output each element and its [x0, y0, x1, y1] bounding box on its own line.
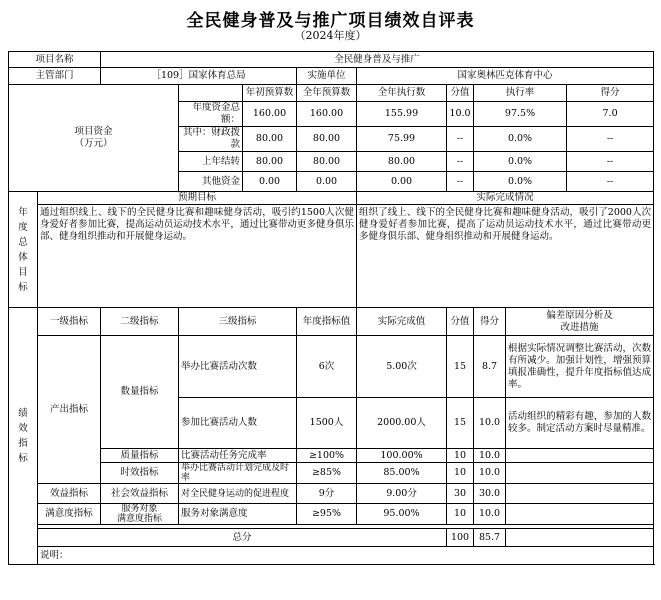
dept-value: ［109］国家体育总局 [101, 68, 297, 85]
indicators-side-label: 绩 效 指 标 [9, 308, 38, 565]
indicator-max: 10 [447, 449, 474, 463]
indicator-row [9, 449, 654, 463]
funds-row-label-blank [179, 85, 243, 102]
funds-cell: 0.0% [474, 152, 567, 172]
indicator-target: ≥85% [297, 463, 357, 484]
department-row [9, 68, 654, 85]
project-name-label: 项目名称 [9, 52, 101, 68]
header-analysis: 偏差原因分析及 改进措施 [506, 308, 654, 336]
funds-row-label: 其中：财政拨款 [179, 127, 243, 152]
total-row [9, 529, 654, 547]
indicator-name: 对全民健身运动的促进程度 [179, 484, 297, 504]
funds-cell: -- [567, 127, 654, 152]
indicator-analysis [506, 463, 654, 484]
indicator-actual: 2000.00人 [357, 398, 447, 449]
funds-cell: 0.00 [357, 172, 447, 192]
funds-cell: 80.00 [297, 127, 357, 152]
funds-cell: 80.00 [243, 152, 297, 172]
header-score: 得分 [474, 308, 506, 336]
quality-label: 质量指标 [101, 449, 179, 463]
indicator-target: 1500人 [297, 398, 357, 449]
funds-cell: -- [567, 152, 654, 172]
goals-side-label: 年 度 总 体 目 标 [9, 192, 38, 308]
impl-label: 实施单位 [297, 68, 357, 85]
funds-header-2: 全年执行数 [357, 85, 447, 102]
funds-header-5: 得分 [567, 85, 654, 102]
funds-cell: 0.00 [297, 172, 357, 192]
indicators-header-row [9, 308, 654, 336]
indicator-score: 30.0 [474, 484, 506, 504]
indicator-analysis: 活动组织的精彩有趣，参加的人数较多。制定活动方案时尽量精准。 [506, 398, 654, 449]
goals-expected-label: 预期目标 [38, 192, 357, 205]
header-actual: 实际完成值 [357, 308, 447, 336]
indicator-score: 10.0 [474, 463, 506, 484]
indicator-target: ≥100% [297, 449, 357, 463]
total-analysis-blank [506, 529, 654, 547]
total-label: 总分 [38, 529, 447, 547]
indicator-max: 10 [447, 504, 474, 525]
dept-label: 主管部门 [9, 68, 101, 85]
indicator-actual: 5.00次 [357, 336, 447, 398]
indicator-max: 10 [447, 463, 474, 484]
funds-header-0: 年初预算数 [243, 85, 297, 102]
funds-cell: 0.0% [474, 127, 567, 152]
benefit-label: 效益指标 [38, 484, 101, 504]
funds-cell: -- [567, 172, 654, 192]
funds-label: 项目资金 （万元） [9, 85, 179, 192]
funds-cell: 0.00 [243, 172, 297, 192]
indicator-target: ≥95% [297, 504, 357, 525]
header-target: 年度指标值 [297, 308, 357, 336]
funds-cell: 0.0% [474, 172, 567, 192]
indicator-analysis [506, 484, 654, 504]
funds-row-label: 其他资金 [179, 172, 243, 192]
note-row [9, 547, 654, 565]
funds-header-3: 分值 [447, 85, 474, 102]
indicator-score: 10.0 [474, 449, 506, 463]
quantity-label: 数量指标 [101, 336, 179, 449]
note-label: 说明： [38, 547, 654, 565]
funds-cell: -- [447, 152, 474, 172]
funds-cell: 160.00 [297, 102, 357, 127]
impl-value: 国家奥林匹克体育中心 [357, 68, 654, 85]
funds-header-1: 全年预算数 [297, 85, 357, 102]
total-score: 85.7 [474, 529, 506, 547]
indicator-score: 10.0 [474, 398, 506, 449]
indicator-target: 9分 [297, 484, 357, 504]
indicator-name: 服务对象满意度 [179, 504, 297, 525]
indicator-target: 6次 [297, 336, 357, 398]
goals-actual-text: 组织了线上、线下的全民健身比赛和趣味健身活动，吸引了2000人次健身爱好者参加比赛，提高了运动员运动技术水平，通过比赛带动更多健身俱乐部、健身组织推动和开展健身运动。 [357, 205, 654, 308]
indicator-actual: 9.00分 [357, 484, 447, 504]
timeliness-label: 时效指标 [101, 463, 179, 484]
project-name-row [9, 52, 654, 68]
indicator-analysis [506, 449, 654, 463]
funds-header-row [9, 85, 654, 102]
indicator-actual: 100.00% [357, 449, 447, 463]
goals-content-row [9, 205, 654, 308]
funds-cell: 155.99 [357, 102, 447, 127]
indicator-row [9, 504, 654, 525]
funds-row-label: 年度资金总额： [179, 102, 243, 127]
funds-cell: 80.00 [243, 127, 297, 152]
indicator-max: 15 [447, 398, 474, 449]
indicator-row [9, 463, 654, 484]
funds-cell: 80.00 [357, 152, 447, 172]
goals-expected-text: 通过组织线上、线下的全民健身比赛和趣味健身活动，吸引约1500人次健身爱好者参加比赛，提高运动员运动技术水平，通过比赛带动更多健身俱乐部、健身组织推动和开展健身运动。 [38, 205, 357, 308]
satisfaction-label: 满意度指标 [38, 504, 101, 525]
indicator-row [9, 484, 654, 504]
page-title: 全民健身普及与推广项目绩效自评表 [186, 11, 475, 31]
indicator-score: 10.0 [474, 504, 506, 525]
goals-header-row [9, 192, 654, 205]
indicator-name: 参加比赛活动人数 [179, 398, 297, 449]
service-label: 服务对象 满意度指标 [101, 504, 179, 525]
funds-cell: 97.5% [474, 102, 567, 127]
project-name-value: 全民健身普及与推广 [101, 52, 654, 68]
header-level3: 三级指标 [179, 308, 297, 336]
funds-cell: 7.0 [567, 102, 654, 127]
funds-cell: 160.00 [243, 102, 297, 127]
total-max: 100 [447, 529, 474, 547]
indicator-actual: 95.00% [357, 504, 447, 525]
funds-cell: 10.0 [447, 102, 474, 127]
evaluation-table [8, 51, 654, 565]
funds-header-4: 执行率 [474, 85, 567, 102]
indicator-score: 8.7 [474, 336, 506, 398]
indicator-analysis: 根据实际情况调整比赛活动，次数有所减少。加强计划性，增强预算填报准确性，提升年度指标值达成率。 [506, 336, 654, 398]
output-label: 产出指标 [38, 336, 101, 484]
indicator-name: 举办比赛活动次数 [179, 336, 297, 398]
funds-row-label: 上年结转 [179, 152, 243, 172]
indicator-name: 举办比赛活动计划完成及时率 [179, 463, 297, 484]
header-score-max: 分值 [447, 308, 474, 336]
indicator-max: 15 [447, 336, 474, 398]
funds-cell: -- [447, 127, 474, 152]
page-subtitle: （2024年度） [294, 29, 367, 42]
funds-cell: -- [447, 172, 474, 192]
funds-cell: 75.99 [357, 127, 447, 152]
social-label: 社会效益指标 [101, 484, 179, 504]
indicator-row [9, 336, 654, 398]
header-level1: 一级指标 [38, 308, 101, 336]
indicator-analysis [506, 504, 654, 525]
indicator-name: 比赛活动任务完成率 [179, 449, 297, 463]
indicator-max: 30 [447, 484, 474, 504]
indicator-actual: 85.00% [357, 463, 447, 484]
goals-actual-label: 实际完成情况 [357, 192, 654, 205]
funds-cell: 80.00 [297, 152, 357, 172]
header-level2: 二级指标 [101, 308, 179, 336]
